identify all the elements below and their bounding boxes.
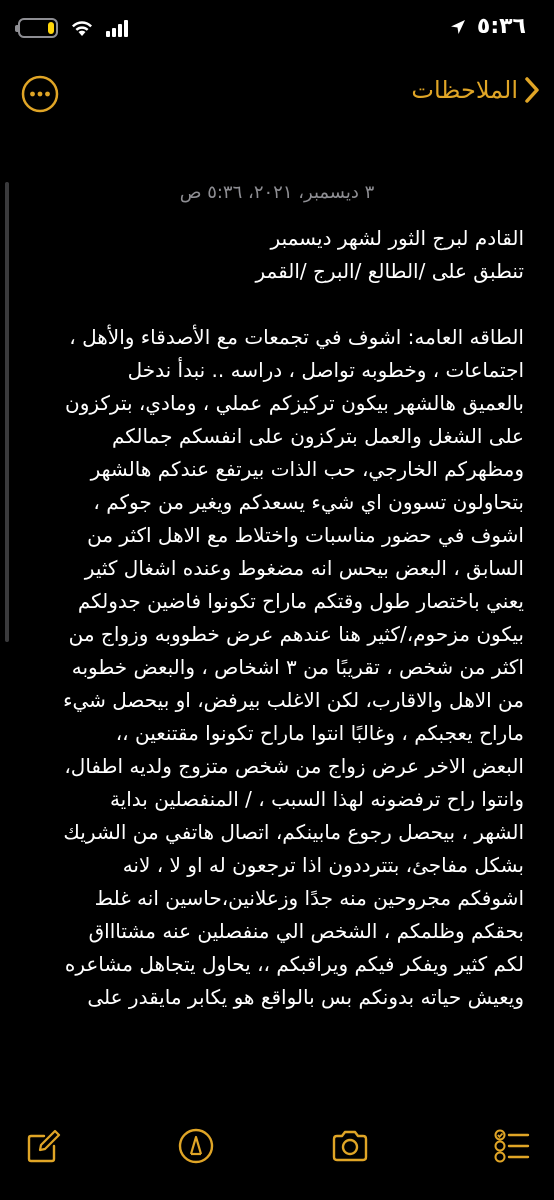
- note-body-line: بالعميق هالشهر بيكون تركيزكم عملي ، ومادي، بتركزون: [65, 391, 524, 415]
- checklist-button[interactable]: [492, 1126, 532, 1166]
- note-body-line: بشكل مفاجئ، بتترددون اذا ترجعون له او لا ، لانه: [122, 853, 524, 877]
- camera-button[interactable]: [330, 1126, 370, 1166]
- battery-icon: [18, 18, 58, 38]
- note-body-line: اشوفكم مجروحين منه جدًا وزعلانين،حاسين انه غلط: [94, 886, 524, 910]
- markup-button[interactable]: [176, 1126, 216, 1166]
- compose-icon: [24, 1126, 64, 1166]
- note-body-line: الشهر ، بيحصل رجوع مابينكم، اتصال هاتفي من الشريك: [63, 820, 524, 844]
- bottom-toolbar: [0, 1108, 554, 1200]
- note-title-line: تنطبق على /الطالع /البرج /القمر: [255, 259, 524, 283]
- chevron-right-icon: [524, 76, 540, 104]
- note-body-line: ومظهركم الخارجي، حب الذات بيرتفع عندكم هالشهر: [90, 457, 524, 481]
- note-body-line: اكثر من شخص ، تقريبًا من ٣ اشخاص ، والبعض خطوبه: [71, 655, 524, 679]
- note-title-line: القادم لبرج الثور لشهر ديسمبر: [270, 226, 524, 250]
- scroll-indicator[interactable]: [5, 182, 9, 642]
- checklist-icon: [492, 1126, 532, 1166]
- wifi-icon: [70, 19, 94, 37]
- back-label: الملاحظات: [411, 76, 518, 104]
- note-body-line: يعني باختصار طول وقتكم ماراح تكونوا فاضين جدولكم: [77, 589, 524, 613]
- status-icons: [18, 18, 128, 38]
- note-body-line: على الشغل والعمل بتركزون على انفسكم جمالكم: [112, 424, 524, 448]
- cellular-signal-icon: [106, 19, 128, 37]
- note-content[interactable]: [0, 126, 554, 1116]
- note-body-line: وانتوا راح ترفضونه لهذا السبب ، / المنفصلين بداية: [109, 787, 524, 811]
- back-button[interactable]: [411, 76, 540, 104]
- note-body[interactable]: [22, 222, 524, 1014]
- status-bar: [0, 0, 554, 66]
- ellipsis-circle-icon: [20, 74, 60, 114]
- note-body-line: بيكون مزحوم،/كثير هنا عندهم عرض خطووبه وزواج من: [68, 622, 524, 646]
- battery-fill: [48, 22, 54, 34]
- note-date: ٣ ديسمبر، ٢٠٢١، ٥:٣٦ ص: [179, 182, 375, 203]
- note-body-line: بتحاولون تسوون اي شيء يسعدكم ويغير من جوكم ،: [93, 490, 524, 514]
- camera-icon: [330, 1126, 370, 1166]
- note-body-line: الطاقه العامه: اشوف في تجمعات مع الأصدقاء والأهل ،: [69, 325, 524, 349]
- status-time: ٥:٣٦: [476, 14, 526, 39]
- note-body-line: من الاهل والاقارب، لكن الاغلب بيرفض، او بيحصل شيء: [63, 688, 524, 712]
- location-arrow-icon: [449, 18, 467, 36]
- time-group: [449, 14, 526, 39]
- nav-bar: [0, 66, 554, 126]
- note-body-line: ويعيش حياته بدونكم بس بالواقع هو يكابر مايقدر على: [87, 985, 524, 1009]
- battery-cap: [15, 25, 18, 32]
- note-body-line: اشوف في حضور مناسبات واختلاط مع الاهل اكثر من: [87, 523, 524, 547]
- markup-icon: [176, 1126, 216, 1166]
- compose-button[interactable]: [24, 1126, 64, 1166]
- note-body-line: ماراح يعجبكم ، وغالبًا انتوا ماراح تكونوا مقتنعين ،،: [115, 721, 524, 745]
- note-body-line: اجتماعات ، وخطوبه تواصل ، دراسه .. نبدأ ندخل: [127, 358, 524, 382]
- paragraph-gap: [22, 288, 524, 321]
- note-body-line: بحقكم وظلمكم ، الشخص الي منفصلين عنه مشتاااق: [88, 919, 524, 943]
- more-options-button[interactable]: [20, 74, 60, 114]
- note-body-line: البعض الاخر عرض زواج من شخص متزوج ولديه اطفال،: [64, 754, 524, 778]
- note-body-line: لكم كثير ويفكر فيكم ويراقبكم ،، يحاول يتجاهل مشاعره: [64, 952, 524, 976]
- note-body-line: السابق ، البعض بيحس انه مضغوط وعنده اشغال كثير: [84, 556, 524, 580]
